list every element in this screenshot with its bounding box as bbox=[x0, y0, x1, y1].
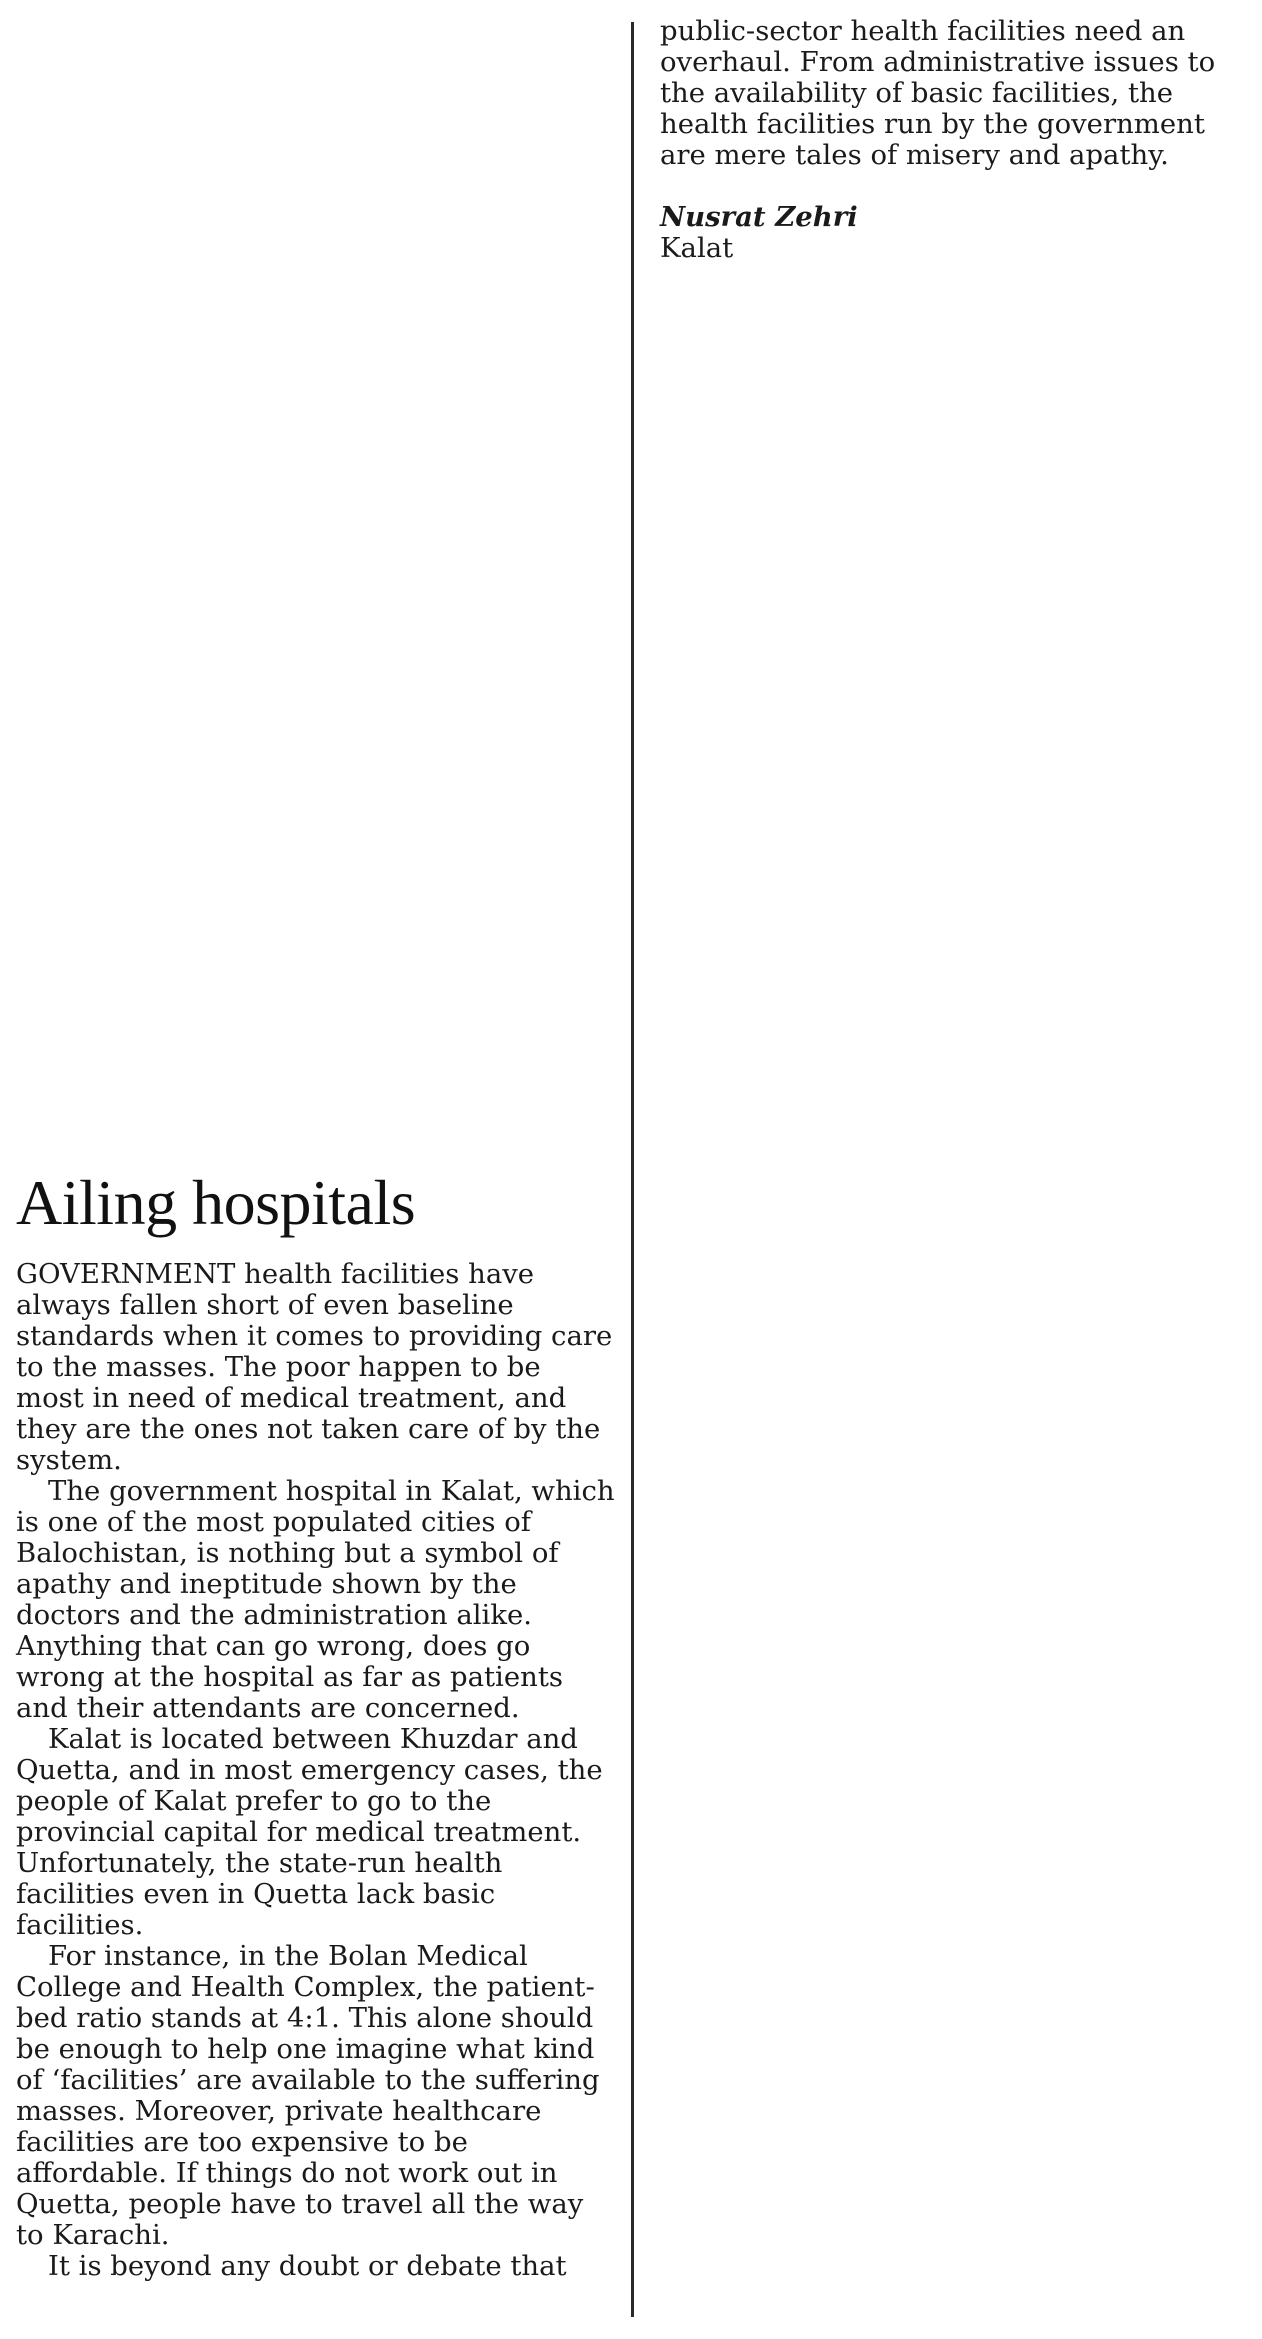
body-paragraph: It is beyond any doubt or debate that bbox=[48, 2250, 567, 2282]
continuation-paragraph: public-sector health facilities need an overhaul. From administrative issues to the availability of basic facilities, the health facilities run by the government are mere tales of misery and apathy. bbox=[660, 15, 1216, 171]
letter-signature bbox=[660, 202, 1250, 264]
letter-continuation-column bbox=[660, 16, 1250, 264]
column-divider bbox=[631, 22, 634, 2317]
letter-column bbox=[16, 1165, 616, 2282]
body-paragraph: Kalat is located between Khuzdar and Quetta, and in most emergency cases, the people of Kalat prefer to go to the provincial capital for medical treatment. Unfortunately, the state-run health facilities even in Quetta lack basic facilities. bbox=[16, 1723, 603, 1941]
body-paragraph: For instance, in the Bolan Medical College and Health Complex, the patient-bed ratio stands at 4:1. This alone should be enough to help one imagine what kind of ‘facilities’ are available to the suffering masses. Moreover, private healthcare facilities are too expensive to be affordable. If things do not work out in Quetta, people have to travel all the way to Karachi. bbox=[16, 1940, 600, 2251]
body-paragraph: GOVERNMENT health facilities have always fallen short of even baseline standards when it comes to providing care to the masses. The poor happen to be most in need of medical treatment, and they are the ones not taken care of by the system. bbox=[16, 1258, 613, 1476]
author-name: Nusrat Zehri bbox=[660, 201, 858, 233]
body-paragraph: The government hospital in Kalat, which is one of the most populated cities of Balochistan, is nothing but a symbol of apathy and ineptitude shown by the doctors and the administration alike. Anything that can go wrong, does go wrong at the hospital as far as patients and their attendants are concerned. bbox=[16, 1475, 615, 1724]
letter-body bbox=[16, 1259, 616, 2282]
letter-headline: Ailing hospitals bbox=[16, 1167, 416, 1238]
author-location: Kalat bbox=[660, 232, 734, 264]
